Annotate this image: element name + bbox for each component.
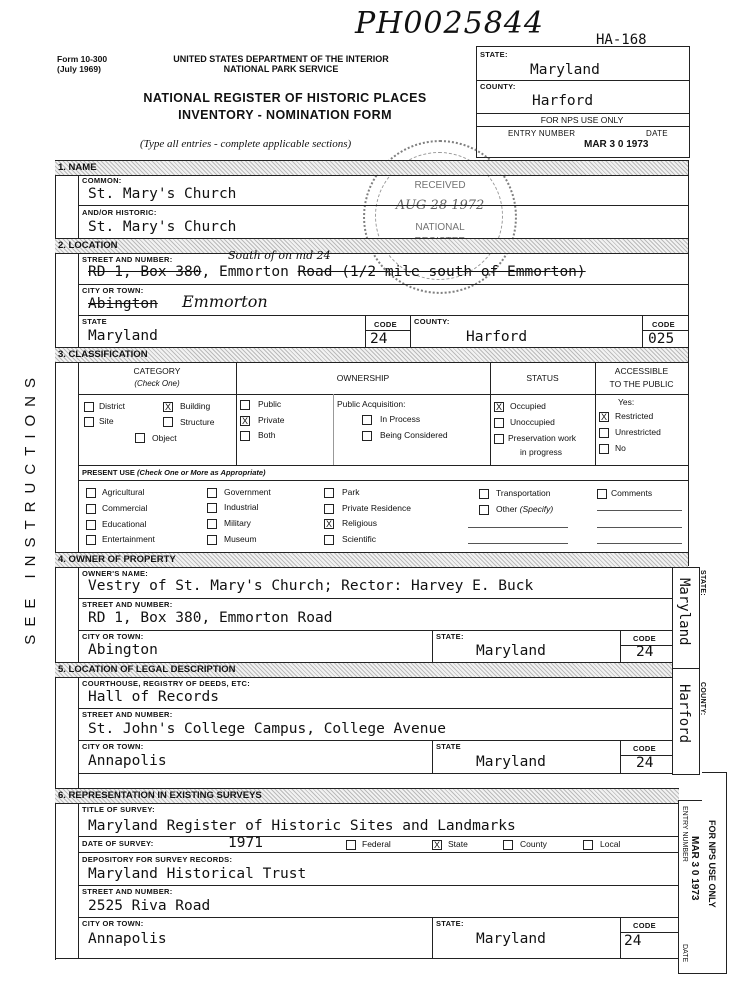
tab-county-label: COUNTY: xyxy=(699,682,706,716)
department-line: UNITED STATES DEPARTMENT OF THE INTERIOR xyxy=(173,54,389,64)
top-county-value: Harford xyxy=(532,93,594,109)
depository-label: DEPOSITORY FOR SURVEY RECORDS: xyxy=(82,855,233,864)
courthouse-label: COURTHOUSE, REGISTRY OF DEEDS, ETC: xyxy=(82,679,251,688)
state-survey-label: State xyxy=(448,839,468,849)
structure-label: Structure xyxy=(180,417,215,427)
building-checkbox[interactable]: X xyxy=(164,402,171,412)
educational-checkbox[interactable] xyxy=(86,520,96,530)
park-label: Park xyxy=(342,487,360,497)
section-6-header: 6. REPRESENTATION IN EXISTING SURVEYS xyxy=(55,788,679,804)
no-checkbox[interactable] xyxy=(599,444,609,454)
museum-label: Museum xyxy=(224,534,257,544)
present-use-label: PRESENT USE (Check One or More as Appropriate) xyxy=(82,468,266,477)
historic-name-value: St. Mary's Church xyxy=(88,219,237,235)
section-2-header: 2. LOCATION xyxy=(55,238,688,254)
legal-code-label: CODE xyxy=(633,744,656,753)
restricted-label: Restricted xyxy=(615,411,654,421)
educational-label: Educational xyxy=(102,519,147,529)
stamp-line-3: NATIONAL xyxy=(415,222,465,233)
survey-code-value: 24 xyxy=(624,933,642,949)
handwritten-record-id: PH0025844 xyxy=(355,6,544,41)
category-header: CATEGORY xyxy=(133,366,181,376)
commercial-checkbox[interactable] xyxy=(86,504,96,514)
loc-county-code: 025 xyxy=(648,331,675,347)
transportation-label: Transportation xyxy=(496,488,551,498)
form-date: (July 1969) xyxy=(57,64,101,74)
common-name-value: St. Mary's Church xyxy=(88,186,237,202)
unrestricted-checkbox[interactable] xyxy=(599,428,609,438)
tab-state-value: Maryland xyxy=(676,578,692,646)
commercial-label: Commercial xyxy=(102,503,148,513)
street-struck-1: RD 1, Box 380 xyxy=(88,264,202,280)
local-survey-label: Local xyxy=(600,839,621,849)
object-checkbox[interactable] xyxy=(135,433,145,443)
loc-state-code-label: CODE xyxy=(374,320,397,329)
owner-state-value: Maryland xyxy=(476,643,546,659)
section-4-header: 4. OWNER OF PROPERTY xyxy=(55,552,688,568)
local-survey-checkbox[interactable] xyxy=(583,840,593,850)
legal-state-value: Maryland xyxy=(476,754,546,770)
owner-street-value: RD 1, Box 380, Emmorton Road xyxy=(88,610,333,626)
ha-number: HA-168 xyxy=(596,32,647,48)
religious-checkbox[interactable]: X xyxy=(325,519,332,529)
tab-entry-label: ENTRY NUMBER xyxy=(681,806,688,862)
city-struck-value: Abington xyxy=(88,296,158,312)
street-value xyxy=(88,264,586,280)
district-label: District xyxy=(99,401,125,411)
museum-checkbox[interactable] xyxy=(207,535,217,545)
tab-state-label: STATE: xyxy=(699,570,706,597)
private-label: Private xyxy=(258,415,285,425)
comments-label: Comments xyxy=(611,488,653,498)
legal-code-value: 24 xyxy=(636,755,654,771)
government-checkbox[interactable] xyxy=(207,488,217,498)
survey-city-value: Annapolis xyxy=(88,931,167,947)
section-3-header: 3. CLASSIFICATION xyxy=(55,347,688,363)
private-checkbox[interactable]: X xyxy=(241,416,248,426)
military-checkbox[interactable] xyxy=(207,519,217,529)
top-county-label: COUNTY: xyxy=(480,82,516,91)
scientific-checkbox[interactable] xyxy=(324,535,334,545)
courthouse-value: Hall of Records xyxy=(88,689,219,705)
other-label: Other (Specify) xyxy=(496,504,554,514)
state-survey-checkbox[interactable]: X xyxy=(433,840,440,850)
unrestricted-label: Unrestricted xyxy=(615,427,661,437)
religious-label: Religious xyxy=(342,518,377,528)
unoccupied-label: Unoccupied xyxy=(510,417,555,427)
other-checkbox[interactable] xyxy=(479,505,489,515)
tab-date-label: DATE xyxy=(681,944,688,963)
legal-city-value: Annapolis xyxy=(88,753,167,769)
federal-label: Federal xyxy=(362,839,391,849)
tab-county-value: Harford xyxy=(676,684,692,744)
access-header-2: TO THE PUBLIC xyxy=(609,379,674,389)
survey-date-label: DATE OF SURVEY: xyxy=(82,839,154,848)
site-label: Site xyxy=(99,416,114,426)
top-nps-label: FOR NPS USE ONLY xyxy=(540,115,624,125)
owner-city-value: Abington xyxy=(88,642,158,658)
site-checkbox[interactable] xyxy=(84,417,94,427)
scientific-label: Scientific xyxy=(342,534,377,544)
industrial-checkbox[interactable] xyxy=(207,503,217,513)
no-label: No xyxy=(615,443,626,453)
section-5-header: 5. LOCATION OF LEGAL DESCRIPTION xyxy=(55,662,672,678)
in-process-label: In Process xyxy=(380,414,421,424)
district-checkbox[interactable] xyxy=(84,402,94,412)
county-survey-checkbox[interactable] xyxy=(503,840,513,850)
form-instructions: (Type all entries - complete applicable sections) xyxy=(140,138,352,150)
form-title-2: INVENTORY - NOMINATION FORM xyxy=(178,108,392,122)
survey-street-value: 2525 Riva Road xyxy=(88,898,211,914)
industrial-label: Industrial xyxy=(224,502,259,512)
entertainment-label: Entertainment xyxy=(102,534,155,544)
public-checkbox[interactable] xyxy=(240,400,250,410)
loc-state-code: 24 xyxy=(370,331,388,347)
stamp-line-1: RECEIVED xyxy=(414,180,466,191)
common-name-label: COMMON: xyxy=(82,176,122,185)
street-label: STREET AND NUMBER: xyxy=(82,255,173,264)
in-process-checkbox[interactable] xyxy=(362,415,372,425)
owner-code-value: 24 xyxy=(636,644,654,660)
owner-city-label: CITY OR TOWN: xyxy=(82,632,144,641)
form-number: Form 10-300 xyxy=(57,54,108,64)
legal-street-value: St. John's College Campus, College Avenue xyxy=(88,721,446,737)
legal-street-label: STREET AND NUMBER: xyxy=(82,710,173,719)
street-middle: , Emmorton xyxy=(201,264,289,280)
section-1-header: 1. NAME xyxy=(55,160,688,176)
loc-county-value: Harford xyxy=(466,329,528,345)
top-entry-label: ENTRY NUMBER xyxy=(508,129,576,138)
form-title-1: NATIONAL REGISTER OF HISTORIC PLACES xyxy=(143,91,427,105)
park-checkbox[interactable] xyxy=(324,488,334,498)
owner-street-label: STREET AND NUMBER: xyxy=(82,600,173,609)
loc-county-label: COUNTY: xyxy=(414,317,450,326)
survey-street-label: STREET AND NUMBER: xyxy=(82,887,173,896)
city-label: CITY OR TOWN: xyxy=(82,286,144,295)
object-label: Object xyxy=(152,433,177,443)
building-label: Building xyxy=(180,401,211,411)
loc-county-code-label: CODE xyxy=(652,320,675,329)
both-label: Both xyxy=(258,430,276,440)
stamp-line-2: AUG 28 1972 xyxy=(395,198,485,213)
access-yes-label: Yes: xyxy=(618,397,635,407)
survey-code-label: CODE xyxy=(633,921,656,930)
status-header: STATUS xyxy=(526,373,559,383)
legal-state-label: STATE xyxy=(436,742,461,751)
preservation-label: Preservation work xyxy=(508,433,577,443)
agricultural-label: Agricultural xyxy=(102,487,145,497)
preservation-checkbox[interactable] xyxy=(494,434,504,444)
owner-name-value: Vestry of St. Mary's Church; Rector: Harvey E. Buck xyxy=(88,578,534,594)
restricted-checkbox[interactable]: X xyxy=(600,412,607,422)
owner-name-label: OWNER'S NAME: xyxy=(82,569,149,578)
government-label: Government xyxy=(224,487,271,497)
federal-checkbox[interactable] xyxy=(346,840,356,850)
owner-code-label: CODE xyxy=(633,634,656,643)
county-survey-label: County xyxy=(520,839,547,849)
survey-title-label: TITLE OF SURVEY: xyxy=(82,805,155,814)
top-state-label: STATE: xyxy=(480,50,508,59)
being-considered-label: Being Considered xyxy=(380,430,448,440)
top-state-value: Maryland xyxy=(530,62,600,78)
owner-state-label: STATE: xyxy=(436,632,464,641)
tab-date-stamp: MAR 3 0 1973 xyxy=(689,836,700,901)
entertainment-checkbox[interactable] xyxy=(86,535,96,545)
survey-state-value: Maryland xyxy=(476,931,546,947)
ownership-header: OWNERSHIP xyxy=(336,373,390,383)
tab-nps-label: FOR NPS USE ONLY xyxy=(707,820,717,908)
agricultural-checkbox[interactable] xyxy=(86,488,96,498)
transportation-checkbox[interactable] xyxy=(479,489,489,499)
street-struck-2: Road (1/2 mile south of Emmorton) xyxy=(297,264,586,280)
public-label: Public xyxy=(258,399,282,409)
in-progress-label: in progress xyxy=(520,447,563,457)
military-label: Military xyxy=(224,518,251,528)
being-considered-checkbox[interactable] xyxy=(362,431,372,441)
unoccupied-checkbox[interactable] xyxy=(494,418,504,428)
loc-state-label: STATE xyxy=(82,317,107,326)
top-date-label: DATE xyxy=(646,129,668,138)
top-date-stamp: MAR 3 0 1973 xyxy=(584,139,649,150)
loc-state-value: Maryland xyxy=(88,328,158,344)
access-header-1: ACCESSIBLE xyxy=(614,366,669,376)
legal-city-label: CITY OR TOWN: xyxy=(82,742,144,751)
both-checkbox[interactable] xyxy=(240,431,250,441)
survey-state-label: STATE: xyxy=(436,919,464,928)
comments-checkbox[interactable] xyxy=(597,489,607,499)
depository-value: Maryland Historical Trust xyxy=(88,866,307,882)
survey-title-value: Maryland Register of Historic Sites and Landmarks xyxy=(88,818,516,834)
see-instructions-side: SEE INSTRUCTIONS xyxy=(22,370,39,645)
private-residence-label: Private Residence xyxy=(342,503,411,513)
survey-city-label: CITY OR TOWN: xyxy=(82,919,144,928)
private-residence-checkbox[interactable] xyxy=(324,504,334,514)
city-handwritten-value: Emmorton xyxy=(182,292,268,311)
survey-date-value: 1971 xyxy=(228,835,263,851)
occupied-label: Occupied xyxy=(510,401,546,411)
category-sub: (Check One) xyxy=(134,379,180,388)
structure-checkbox[interactable] xyxy=(163,417,173,427)
street-handwritten-note: South of on md 24 xyxy=(228,249,331,262)
historic-name-label: AND/OR HISTORIC: xyxy=(82,208,157,217)
agency-line: NATIONAL PARK SERVICE xyxy=(223,64,339,74)
occupied-checkbox[interactable]: X xyxy=(495,402,502,412)
acquisition-label: Public Acquisition: xyxy=(337,399,406,409)
